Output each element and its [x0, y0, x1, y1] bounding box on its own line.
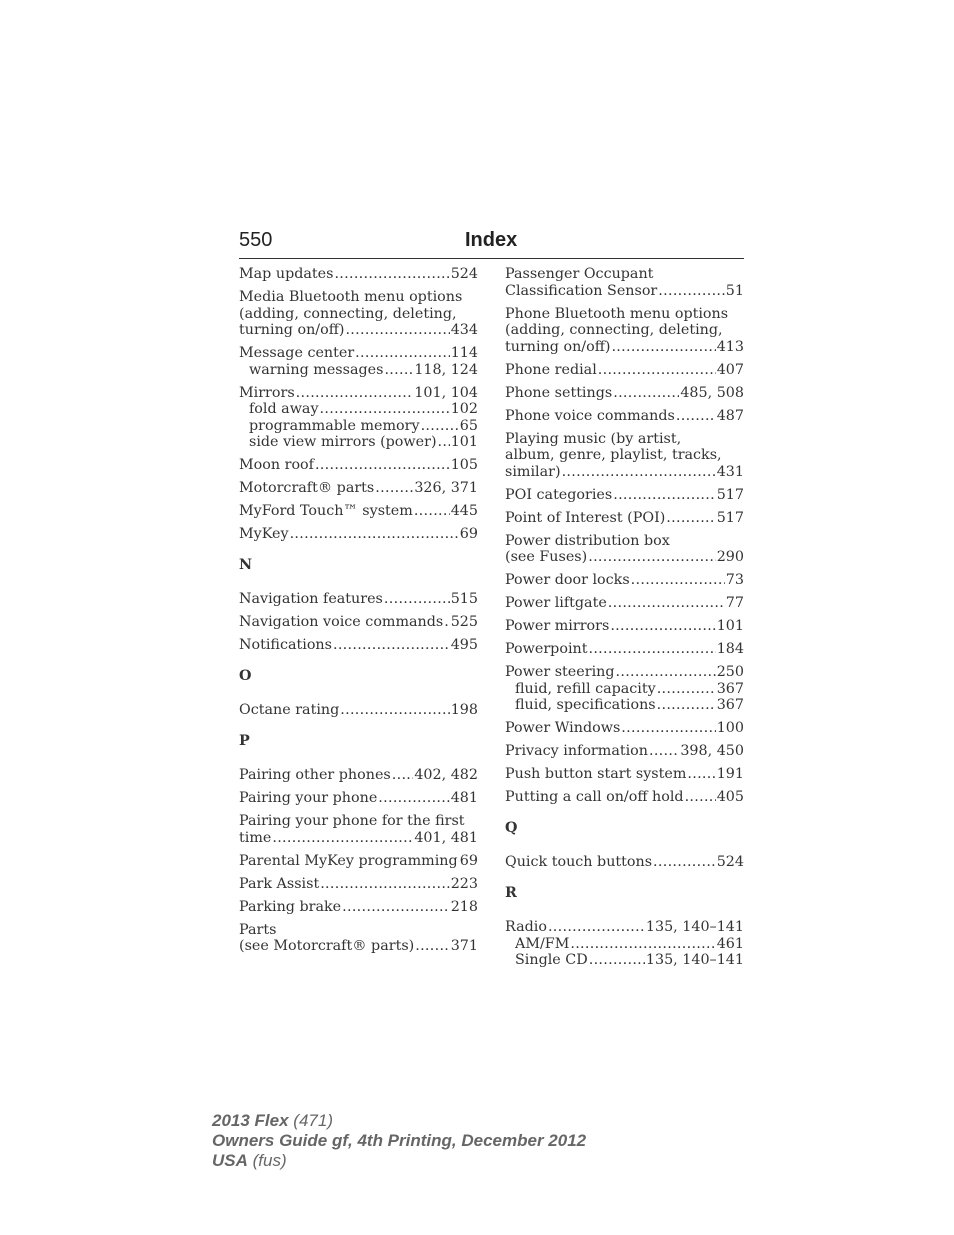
index-page-ref[interactable]: 135, 140–141 — [645, 919, 744, 935]
index-page-ref[interactable]: 326, 371 — [414, 480, 478, 496]
footer-market-code: (fus) — [252, 1151, 287, 1170]
index-entry — [239, 767, 478, 784]
index-page-ref[interactable]: 198 — [450, 702, 478, 718]
index-subentry-line — [239, 418, 478, 435]
index-page-ref[interactable]: 517 — [716, 486, 744, 503]
dot-leader — [570, 936, 715, 953]
index-entry-line — [239, 899, 478, 916]
index-entry-line — [239, 637, 478, 654]
index-entry-text: Privacy information — [505, 743, 648, 759]
index-column-left — [239, 266, 478, 961]
index-entry-text: Pairing other phones — [239, 767, 391, 783]
index-entry-text: (see Motorcraft® parts) — [239, 938, 415, 954]
index-page-ref[interactable]: 367 — [716, 680, 744, 697]
index-page-ref[interactable]: 77 — [725, 595, 744, 611]
index-page-ref[interactable]: 191 — [716, 766, 744, 782]
index-entry-line — [239, 922, 478, 939]
index-entry-line — [505, 618, 744, 635]
index-entry-text: Octane rating — [239, 702, 340, 718]
index-entry — [505, 720, 744, 737]
index-entry-line — [239, 385, 478, 402]
dot-leader — [384, 362, 413, 379]
dot-leader — [290, 526, 459, 543]
dot-leader — [608, 595, 725, 612]
footer-line-model — [212, 1111, 586, 1131]
index-page-ref[interactable]: 398, 450 — [680, 743, 744, 759]
dot-leader — [342, 899, 450, 916]
index-entry-line — [505, 510, 744, 527]
dot-leader — [588, 641, 715, 658]
index-entry-text: Phone settings — [505, 384, 613, 401]
index-entry — [239, 266, 478, 283]
index-entry — [505, 385, 744, 402]
index-entry-text: Power liftgate — [505, 595, 607, 611]
dot-leader — [657, 681, 716, 698]
index-entry-line — [505, 641, 744, 658]
index-page-ref[interactable]: 434 — [450, 322, 478, 338]
index-page-ref[interactable]: 102 — [450, 401, 478, 417]
index-entry-line — [505, 549, 744, 566]
index-entry-text: Navigation features — [239, 591, 383, 607]
index-entry — [239, 385, 478, 451]
index-entry-line — [239, 457, 478, 474]
index-page-ref[interactable]: 517 — [716, 509, 744, 526]
index-entry — [505, 789, 744, 806]
dot-leader — [598, 362, 716, 379]
dot-leader — [658, 283, 725, 300]
index-entry-text: Classification Sensor — [505, 282, 658, 299]
index-entry-line — [505, 854, 744, 871]
index-entry — [505, 595, 744, 612]
index-entry-line — [505, 266, 744, 283]
index-entry — [239, 591, 478, 608]
index-page-ref[interactable]: 413 — [716, 338, 744, 355]
index-section-letter: Q — [505, 819, 518, 836]
index-entry-line — [505, 595, 744, 612]
index-entry-line — [505, 464, 744, 481]
index-entry — [239, 345, 478, 378]
footer-line-guide — [212, 1131, 586, 1151]
index-entry-line — [505, 306, 744, 323]
dot-leader — [666, 510, 715, 527]
index-page-ref[interactable]: 487 — [716, 407, 744, 424]
index-entry-text: MyKey — [239, 526, 289, 542]
page-title: Index — [465, 229, 518, 251]
footer-model: 2013 Flex — [212, 1111, 289, 1130]
index-entry — [239, 526, 478, 543]
index-entry-line — [239, 526, 478, 543]
index-page-ref[interactable]: 101 — [716, 618, 744, 634]
index-entry-line — [505, 322, 744, 339]
index-entry-line — [505, 487, 744, 504]
dot-leader — [621, 720, 715, 737]
index-entry-text: Phone voice commands — [505, 407, 675, 424]
index-entry-text: Radio — [505, 919, 547, 935]
index-entry-text: AM/FM — [515, 935, 570, 952]
index-page-ref[interactable]: 218 — [450, 898, 478, 915]
index-page-ref[interactable]: 51 — [725, 282, 744, 299]
index-entry — [505, 510, 744, 527]
index-entry-text: Playing music (by artist, — [505, 430, 682, 447]
index-page-ref[interactable]: 461 — [716, 935, 744, 952]
index-page-ref[interactable]: 114 — [450, 345, 478, 361]
index-page-ref[interactable]: 101, 104 — [414, 384, 478, 401]
dot-leader — [375, 480, 413, 497]
index-entry-line — [239, 322, 478, 339]
dot-leader — [320, 876, 450, 893]
index-page-ref[interactable]: 525 — [450, 614, 478, 630]
dot-leader — [296, 385, 414, 402]
dot-leader — [611, 339, 715, 356]
index-entry-text: Mirrors — [239, 384, 295, 401]
index-page-ref[interactable]: 223 — [450, 875, 478, 892]
index-entry-line — [505, 572, 744, 589]
dot-leader — [421, 418, 459, 435]
index-page-ref[interactable]: 515 — [450, 591, 478, 607]
index-entry-text: Pairing your phone — [239, 790, 378, 806]
index-entry-line — [505, 408, 744, 425]
index-entry — [505, 266, 744, 299]
index-entry — [239, 637, 478, 654]
index-page-ref[interactable]: 118, 124 — [414, 361, 478, 378]
index-entry-text: Navigation voice commands — [239, 614, 444, 630]
index-entry-text: Parking brake — [239, 898, 342, 915]
footer-model-code: (471) — [293, 1111, 333, 1130]
dot-leader — [610, 618, 715, 635]
dot-leader — [548, 919, 645, 936]
footer — [212, 1111, 586, 1171]
dot-leader — [562, 464, 716, 481]
index-entry-text: Parts — [239, 921, 277, 938]
index-page-ref[interactable]: 101 — [450, 434, 478, 450]
index-entry-line — [505, 664, 744, 681]
index-entry-text: turning on/off) — [505, 338, 611, 355]
index-entry — [505, 743, 744, 760]
index-entry-line — [239, 480, 478, 497]
index-entry-text: Power mirrors — [505, 618, 610, 634]
index-entry-text: Push button start system — [505, 766, 687, 782]
index-page-ref[interactable]: 73 — [725, 572, 744, 588]
dot-leader — [384, 591, 450, 608]
header-rule — [239, 258, 744, 259]
index-subentry-line — [505, 952, 744, 969]
index-entry-text: Phone Bluetooth menu options — [505, 305, 729, 322]
index-page-ref[interactable]: 485, 508 — [680, 384, 744, 401]
index-entry-text: Map updates — [239, 266, 334, 282]
dot-leader — [649, 743, 679, 760]
index-entry — [505, 664, 744, 714]
index-entry-text: similar) — [505, 463, 561, 480]
dot-leader — [589, 952, 645, 969]
index-entry-text: Notifications — [239, 637, 332, 653]
index-entry — [505, 572, 744, 589]
index-entry-line — [239, 591, 478, 608]
index-entry-text: Passenger Occupant — [505, 266, 654, 282]
index-page-ref[interactable]: 367 — [716, 697, 744, 713]
dot-leader — [631, 572, 725, 589]
index-subentry-line — [239, 362, 478, 379]
index-entry-line — [505, 431, 744, 448]
index-entry-line — [239, 790, 478, 807]
index-entry-text: Media Bluetooth menu options — [239, 289, 463, 305]
index-entry-line — [505, 789, 744, 806]
dot-leader — [657, 697, 716, 714]
index-entry — [239, 289, 478, 339]
index-section-letter: N — [239, 556, 253, 573]
index-entry-line — [505, 339, 744, 356]
dot-leader — [676, 408, 716, 425]
index-entry-text: Motorcraft® parts — [239, 480, 375, 496]
index-entry-text: Quick touch buttons — [505, 854, 653, 870]
index-entry-text: Putting a call on/off hold — [505, 789, 684, 805]
index-entry — [505, 431, 744, 481]
index-entry — [239, 790, 478, 807]
index-entry-text: side view mirrors (power) — [249, 434, 437, 450]
index-entry-text: Phone redial — [505, 361, 597, 378]
dot-leader — [588, 549, 715, 566]
footer-line-market — [212, 1151, 586, 1171]
dot-leader — [334, 266, 449, 283]
index-entry-line — [239, 938, 478, 955]
index-entry-text: fluid, refill capacity — [515, 680, 656, 697]
index-entry — [239, 457, 478, 474]
index-subentry-line — [505, 697, 744, 714]
index-entry-line — [239, 306, 478, 323]
index-entry-text: POI categories — [505, 486, 613, 503]
index-page-ref[interactable]: 184 — [716, 641, 744, 657]
index-entry-text: (adding, connecting, deleting, — [239, 305, 457, 322]
dot-leader — [378, 790, 449, 807]
index-entry-line — [239, 614, 478, 631]
index-entry — [239, 899, 478, 916]
index-entry — [505, 618, 744, 635]
index-entry — [239, 876, 478, 893]
index-entry-text: Pairing your phone for the first — [239, 813, 465, 829]
dot-leader — [320, 401, 450, 418]
index-subentry-line — [239, 401, 478, 418]
dot-leader — [444, 614, 449, 631]
dot-leader — [613, 385, 679, 402]
index-entry-text: Message center — [239, 345, 355, 361]
index-entry — [505, 408, 744, 425]
index-entry-line — [505, 385, 744, 402]
index-entry — [505, 533, 744, 566]
dot-leader — [653, 854, 716, 871]
index-page-ref[interactable]: 250 — [716, 664, 744, 680]
index-entry-text: time — [239, 829, 272, 846]
index-entry-line — [505, 743, 744, 760]
dot-leader — [392, 767, 414, 784]
index-entry-text: Power distribution box — [505, 532, 670, 549]
index-section-letter: P — [239, 732, 250, 749]
index-entry-line — [505, 533, 744, 550]
index-entry-line — [239, 289, 478, 306]
index-entry-text: fluid, specifications — [515, 697, 656, 713]
index-entry-text: turning on/off) — [239, 322, 345, 338]
index-entry-text: Point of Interest (POI) — [505, 509, 666, 526]
index-entry-text: (adding, connecting, deleting, — [505, 322, 723, 338]
index-entry-line — [239, 503, 478, 520]
index-entry — [505, 641, 744, 658]
index-entry-line — [505, 720, 744, 737]
index-entry — [505, 919, 744, 969]
dot-leader — [415, 938, 449, 955]
index-entry — [239, 614, 478, 631]
index-page-ref[interactable]: 290 — [716, 549, 744, 565]
index-entry-text: warning messages — [249, 361, 384, 378]
index-entry-line — [505, 766, 744, 783]
index-entry-line — [239, 767, 478, 784]
index-column-right — [505, 266, 744, 975]
footer-market: USA — [212, 1151, 248, 1170]
index-entry-line — [239, 853, 478, 870]
index-entry — [505, 854, 744, 871]
dot-leader — [613, 487, 715, 504]
index-entry-text: Single CD — [515, 952, 588, 968]
index-entry-line — [239, 830, 478, 847]
index-page-ref[interactable]: 100 — [716, 720, 744, 736]
index-page-ref[interactable]: 405 — [716, 789, 744, 805]
index-entry — [505, 766, 744, 783]
index-page-ref[interactable]: 495 — [450, 637, 478, 653]
index-page-ref[interactable]: 407 — [716, 361, 744, 378]
index-entry — [239, 922, 478, 955]
index-entry-text: MyFord Touch™ system — [239, 503, 413, 519]
index-entry-text: Park Assist — [239, 875, 320, 892]
index-entry-text: (see Fuses) — [505, 549, 588, 565]
index-entry-text: Moon roof — [239, 457, 314, 473]
page-number: 550 — [239, 229, 273, 251]
index-page-ref[interactable]: 524 — [716, 854, 744, 870]
index-entry-line — [239, 266, 478, 283]
dot-leader — [616, 664, 716, 681]
index-entry-line — [239, 702, 478, 719]
index-entry-text: Powerpoint — [505, 641, 588, 657]
index-page-ref[interactable]: 401, 481 — [414, 829, 478, 846]
index-entry-text: Power Windows — [505, 720, 621, 736]
index-page-ref[interactable]: 69 — [459, 852, 478, 869]
index-section-letter: O — [239, 667, 252, 684]
index-page-ref[interactable]: 135, 140–141 — [645, 952, 744, 968]
index-subentry-line — [505, 681, 744, 698]
dot-leader — [687, 766, 715, 783]
index-section-letter: R — [505, 884, 517, 901]
dot-leader — [340, 702, 449, 719]
index-entry — [239, 702, 478, 719]
index-entry-text: Parental MyKey programming — [239, 852, 458, 869]
index-entry — [239, 503, 478, 520]
index-page-ref[interactable]: 65 — [459, 417, 478, 434]
index-entry-line — [239, 813, 478, 830]
dot-leader — [355, 345, 450, 362]
index-entry — [239, 853, 478, 870]
dot-leader — [345, 322, 449, 339]
index-page-ref[interactable]: 445 — [450, 503, 478, 519]
index-entry-text: fold away — [249, 401, 319, 417]
index-page-ref[interactable]: 524 — [450, 266, 478, 282]
dot-leader — [438, 434, 450, 451]
index-page-ref[interactable]: 371 — [450, 938, 478, 954]
index-page-ref[interactable]: 105 — [450, 457, 478, 473]
index-entry-line — [505, 919, 744, 936]
index-page-ref[interactable]: 481 — [450, 790, 478, 806]
index-subentry-line — [505, 936, 744, 953]
index-entry — [239, 480, 478, 497]
dot-leader — [414, 503, 450, 520]
index-page-ref[interactable]: 69 — [459, 526, 478, 542]
index-page-ref[interactable]: 431 — [716, 463, 744, 480]
index-entry-line — [239, 345, 478, 362]
index-page-ref[interactable]: 402, 482 — [414, 767, 478, 783]
footer-guide: Owners Guide gf, 4th Printing, December 2012 — [212, 1131, 587, 1150]
index-subentry-line — [239, 434, 478, 451]
index-entry-line — [239, 876, 478, 893]
index-entry-line — [505, 447, 744, 464]
index-entry-text: programmable memory — [249, 417, 420, 434]
index-entry-text: album, genre, playlist, tracks, — [505, 447, 722, 463]
dot-leader — [315, 457, 450, 474]
index-entry — [505, 362, 744, 379]
dot-leader — [685, 789, 716, 806]
index-entry-line — [505, 362, 744, 379]
index-entry — [239, 813, 478, 846]
dot-leader — [333, 637, 450, 654]
index-entry — [505, 306, 744, 356]
index-entry-text: Power door locks — [505, 572, 630, 588]
index-entry-text: Power steering — [505, 664, 615, 680]
index-entry — [505, 487, 744, 504]
index-entry-line — [505, 283, 744, 300]
dot-leader — [272, 830, 413, 847]
